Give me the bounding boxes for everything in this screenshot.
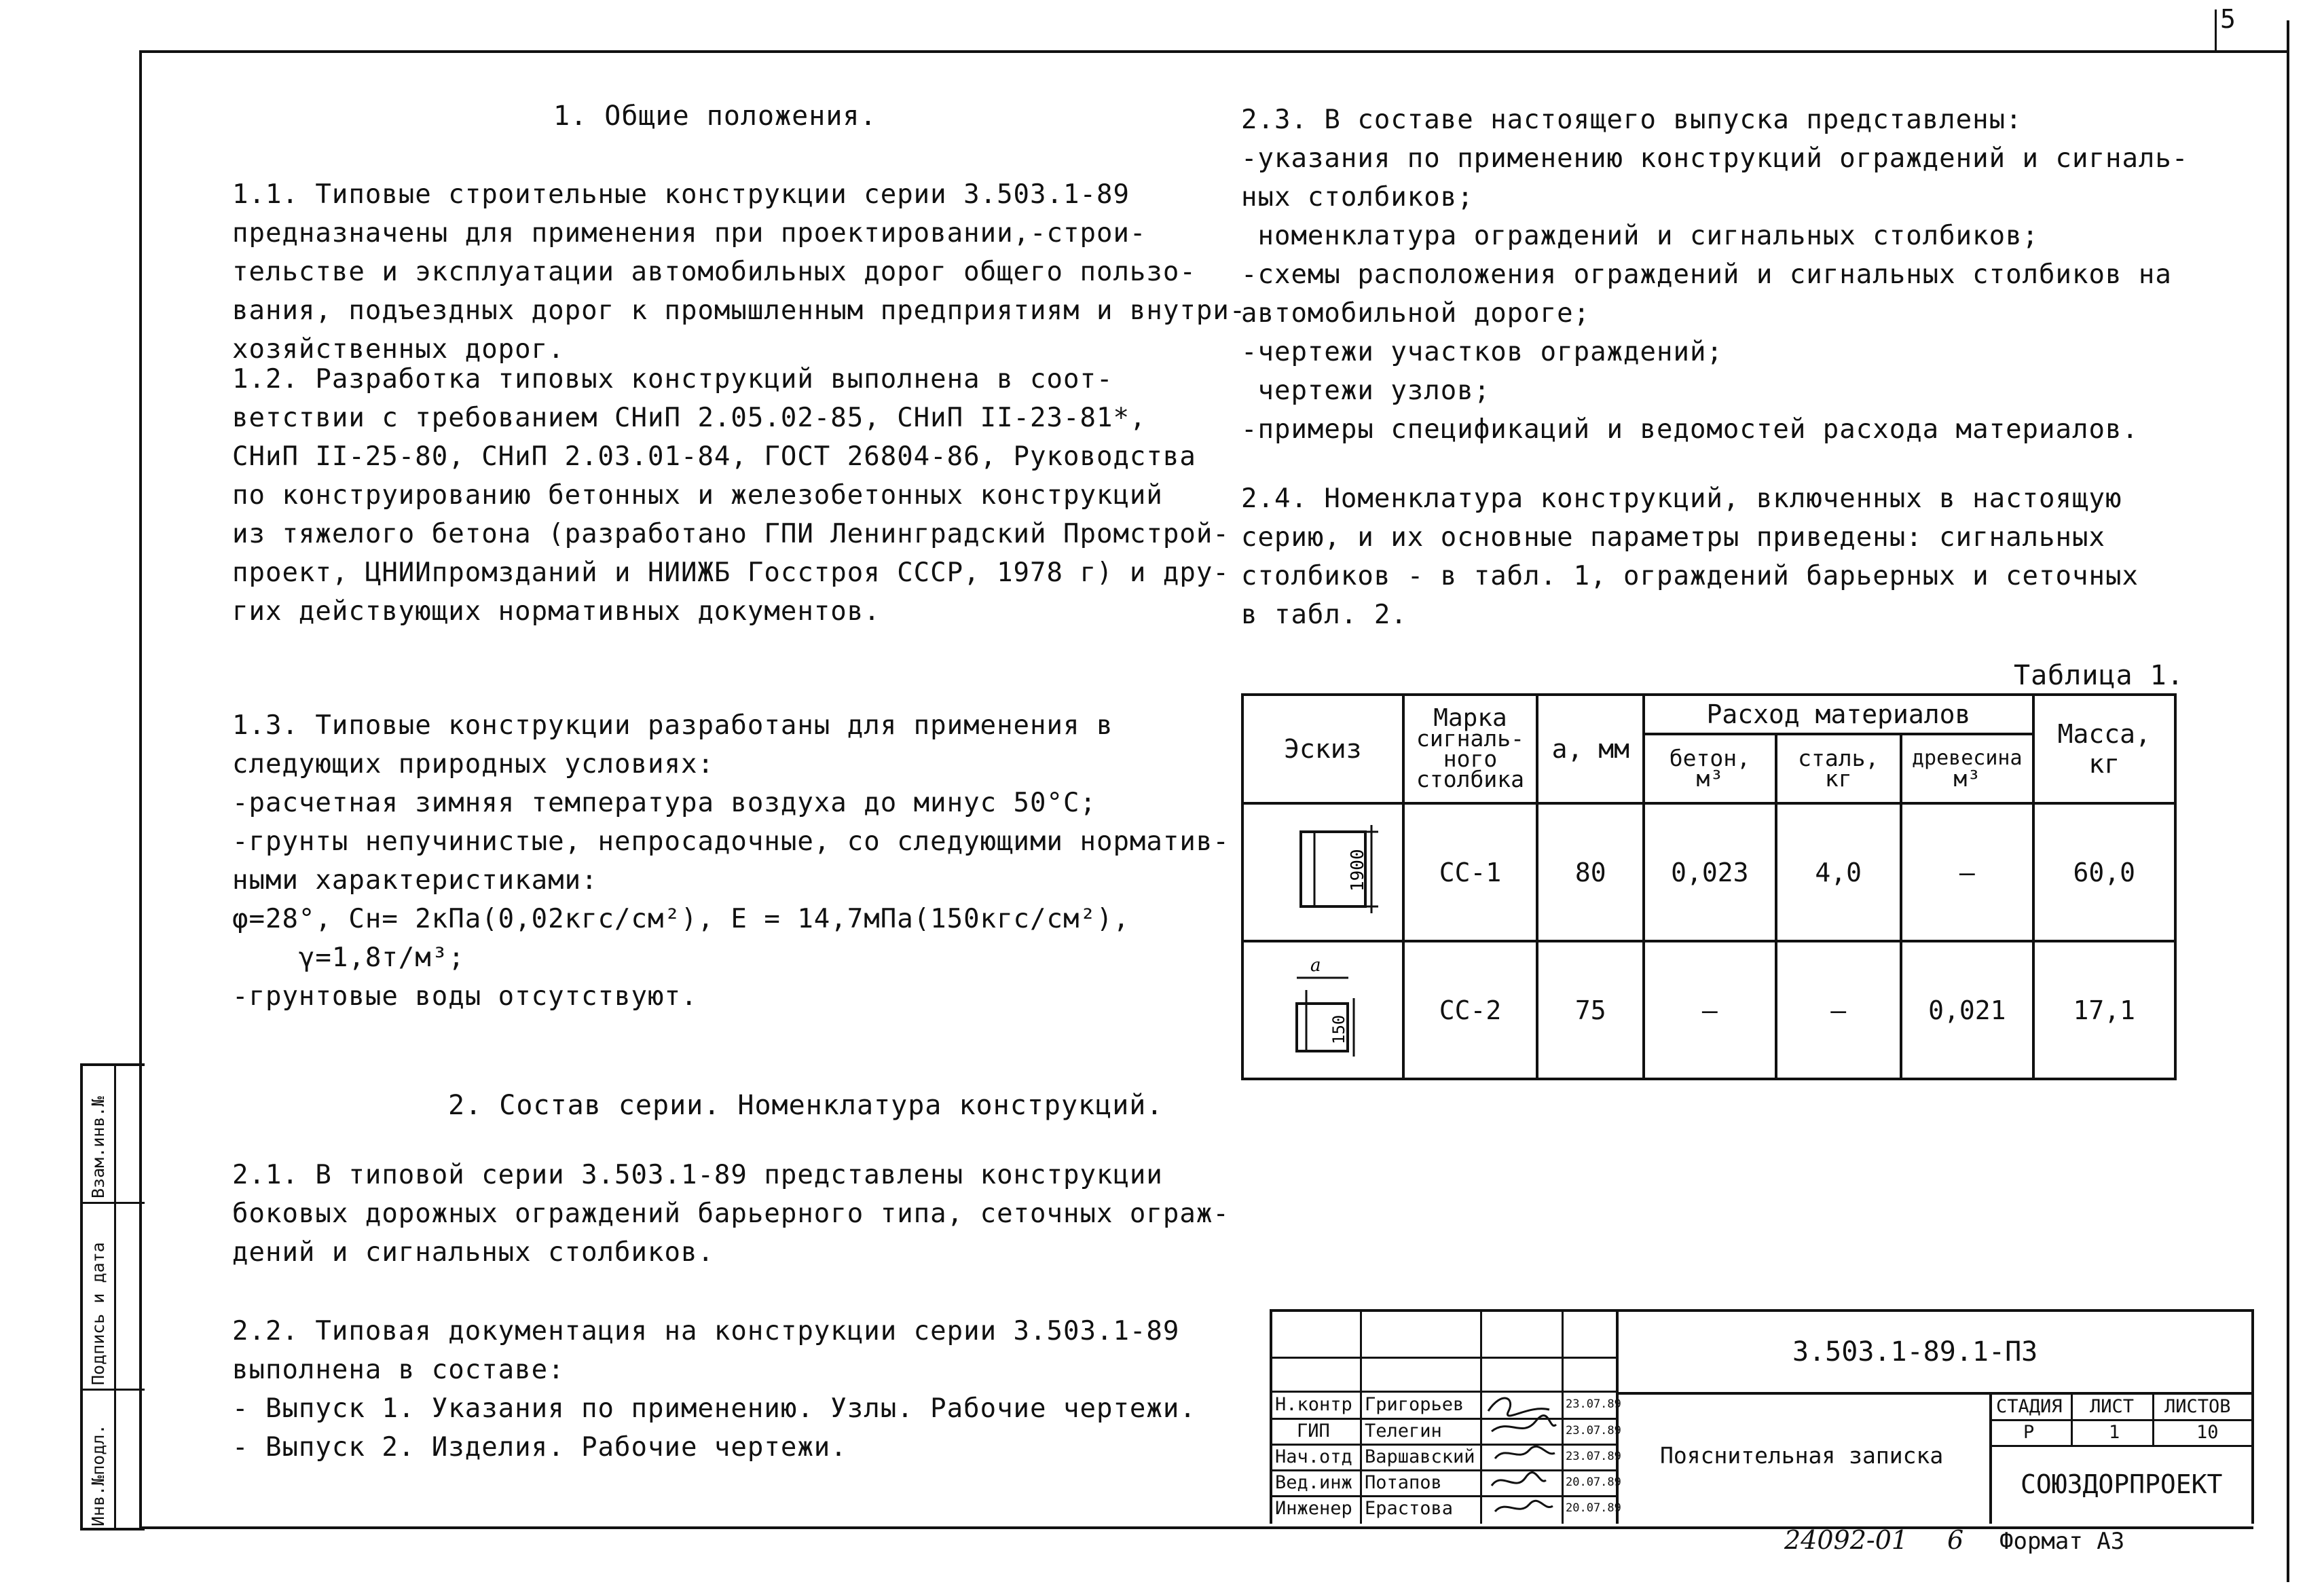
side-stamp-signature: Подпись и дата bbox=[88, 1242, 108, 1385]
stage-label: СТАДИЯ bbox=[1996, 1396, 2063, 1417]
sketch-cc2-dim-a: a bbox=[1310, 955, 1321, 976]
stage-value: Р bbox=[2023, 1422, 2035, 1443]
staff-role: Нач.отд bbox=[1275, 1446, 1352, 1467]
tb-line bbox=[1616, 1309, 1619, 1524]
side-stamp-replace: Взам.инв.№ bbox=[88, 1096, 108, 1198]
tb-line bbox=[1270, 1309, 2254, 1312]
header-wood-line1: древесина bbox=[1911, 746, 2023, 770]
header-concrete bbox=[1644, 734, 1775, 803]
paragraph-2-4: 2.4. Номенклатура конструкций, включенных в настоящую серию, и их основные параметры приведены: сигнальных столбиков - в табл. 1, ограждений барьерных и сеточных в табл. 2. bbox=[1241, 483, 2139, 630]
cell-a: 80 bbox=[1537, 803, 1644, 941]
side-stamp-line bbox=[83, 1389, 145, 1391]
tb-line bbox=[1989, 1445, 2254, 1447]
doc-title: Пояснительная записка bbox=[1660, 1442, 1944, 1469]
sketch-cc2 bbox=[1242, 941, 1403, 1079]
section1-heading: 1. Общие положения. bbox=[553, 100, 877, 132]
staff-role: Вед.инж bbox=[1275, 1472, 1352, 1493]
header-mass-line2: кг bbox=[2088, 749, 2120, 779]
side-stamp-line bbox=[83, 1202, 145, 1204]
header-consumption: Расход материалов bbox=[1644, 695, 2033, 734]
page-number-divider bbox=[2215, 10, 2217, 50]
header-sketch: Эскиз bbox=[1242, 695, 1403, 803]
frame-right-line bbox=[2287, 20, 2289, 1582]
cell-wood: — bbox=[1901, 803, 2033, 941]
organization: СОЮЗДОРПРОЕКТ bbox=[2021, 1469, 2223, 1499]
header-steel-line2: кг bbox=[1824, 765, 1852, 792]
tb-line bbox=[1360, 1309, 1362, 1524]
staff-date: 23.07.89 bbox=[1566, 1397, 1621, 1411]
paragraph-2-1: 2.1. В типовой серии 3.503.1-89 представлены конструкции боковых дорожных ограждений барьерного типа, сеточных ограж- дений и сигнальных столбиков. bbox=[232, 1160, 1230, 1268]
side-stamp-divider bbox=[114, 1066, 116, 1528]
sheet-label: ЛИСТ bbox=[2090, 1396, 2135, 1417]
cell-mark: СС-2 bbox=[1403, 941, 1538, 1079]
sketch-cc2-drawing bbox=[1255, 942, 1390, 1071]
table1-caption: Таблица 1. bbox=[2014, 660, 2184, 691]
tb-line bbox=[2071, 1392, 2073, 1446]
header-wood-line2: м³ bbox=[1953, 765, 1981, 792]
staff-name: Варшавский bbox=[1365, 1446, 1475, 1467]
tb-line bbox=[1270, 1357, 1617, 1359]
sketch-cc1-drawing bbox=[1255, 805, 1390, 934]
inventory-page: 6 bbox=[1947, 1525, 1964, 1555]
side-stamp-inv: Инв.№подл. bbox=[88, 1424, 108, 1526]
header-steel-line1: сталь, bbox=[1798, 745, 1879, 771]
header-mass bbox=[2033, 695, 2175, 803]
cell-steel: — bbox=[1776, 941, 1901, 1079]
header-mark-line3: ного bbox=[1443, 746, 1498, 772]
cell-mark: СС-1 bbox=[1403, 803, 1538, 941]
staff-name: Ерастова bbox=[1365, 1498, 1454, 1519]
tb-line bbox=[1270, 1495, 1617, 1497]
paragraph-1-3: 1.3. Типовые конструкции разработаны для применения в следующих природных условиях: -расчетная зимняя температура воздуха до минус 50°С; -грунты непучинистые, непросадочные, со следующими норматив- ными характеристиками: φ=28°, Сн= 2кПа(0,02кгс/см²), Е = 14,7мПа(150кгс/см²), γ=1,8т/м³; -грунтовые воды отсутствуют. bbox=[232, 710, 1230, 1012]
tb-line bbox=[1989, 1419, 2254, 1421]
staff-date: 23.07.89 bbox=[1566, 1450, 1621, 1463]
staff-role: ГИП bbox=[1297, 1420, 1330, 1442]
side-stamp bbox=[80, 1063, 145, 1530]
tb-line bbox=[1616, 1392, 2254, 1395]
paragraph-1-2: 1.2. Разработка типовых конструкций выполнена в соот- ветствии с требованием СНиП 2.05.02-85, СНиП II-23-81*, СНиП II-25-80, СНиП 2.03.01-84, ГОСТ 26804-86, Руководства по конструированию бетонных и железобетонных конструкций из тяжелого бетона (разработано ГПИ Ленинградский Промстрой- проект, ЦНИИпромзданий и НИИЖБ Госстроя СССР, 1978 г) и дру- гих действующих нормативных документов. bbox=[232, 364, 1230, 627]
staff-date: 20.07.89 bbox=[1566, 1475, 1621, 1489]
table-1 bbox=[1241, 693, 2177, 1080]
table-row bbox=[1242, 941, 2175, 1079]
format-label: Формат А3 bbox=[1999, 1528, 2125, 1555]
header-a: а, мм bbox=[1537, 695, 1644, 803]
sketch-cc1-dim: 1900 bbox=[1348, 849, 1369, 892]
title-block bbox=[1270, 1309, 2254, 1524]
staff-name: Григорьев bbox=[1365, 1394, 1464, 1415]
paragraph-2-2: 2.2. Типовая документация на конструкции серии 3.503.1-89 выполнена в составе: - Выпуск 1. Указания по применению. Узлы. Рабочие чертежи. - Выпуск 2. Изделия. Рабочие чертежи. bbox=[232, 1316, 1196, 1463]
tb-line bbox=[1270, 1309, 1272, 1524]
staff-role: Н.контр bbox=[1275, 1394, 1352, 1415]
sketch-cc2-dim: 150 bbox=[1329, 1014, 1349, 1044]
sheet-value: 1 bbox=[2109, 1422, 2120, 1443]
cell-steel: 4,0 bbox=[1776, 803, 1901, 941]
cell-wood: 0,021 bbox=[1901, 941, 2033, 1079]
tb-line bbox=[1562, 1309, 1564, 1524]
cell-mass: 17,1 bbox=[2033, 941, 2175, 1079]
inventory-number: 24092-01 bbox=[1784, 1525, 1908, 1555]
header-mark-line1: Марка bbox=[1433, 704, 1507, 732]
header-concrete-line2: м³ bbox=[1696, 765, 1724, 792]
staff-date: 20.07.89 bbox=[1566, 1501, 1621, 1515]
tb-line bbox=[1270, 1418, 1617, 1420]
paragraph-2-3: 2.3. В составе настоящего выпуска представлены: -указания по применению конструкций ограждений и сигналь- ных столбиков; номенклатура ограждений и сигнальных столбиков; -схемы расположения ограждений и сигнальных столбиков на автомобильной дороге; -чертежи участков ограждений; чертежи узлов; -примеры спецификаций и ведомостей расхода материалов. bbox=[1241, 105, 2189, 445]
header-concrete-line1: бетон, bbox=[1669, 745, 1750, 771]
tb-line bbox=[1270, 1444, 1617, 1446]
header-wood bbox=[1901, 734, 2033, 803]
tb-line bbox=[2251, 1309, 2254, 1524]
sketch-cc1 bbox=[1242, 803, 1403, 941]
cell-concrete: — bbox=[1644, 941, 1775, 1079]
doc-code: 3.503.1-89.1-ПЗ bbox=[1792, 1336, 2038, 1368]
staff-role: Инженер bbox=[1275, 1498, 1352, 1519]
header-mark-line4: столбика bbox=[1416, 766, 1524, 792]
paragraph-1-1: 1.1. Типовые строительные конструкции серии 3.503.1-89 предназначены для применения при проектировании,-строи- тельстве и эксплуатации автомобильных дорог общего пользо- вания, подъездных дорог к промышленным предприятиям и внутри- хозяйственных дорог. bbox=[232, 179, 1247, 365]
tb-line bbox=[1989, 1392, 1992, 1524]
header-mark bbox=[1403, 695, 1538, 803]
header-mass-line1: Масса, bbox=[2057, 719, 2151, 749]
staff-date: 23.07.89 bbox=[1566, 1424, 1621, 1437]
sheets-label: ЛИСТОВ bbox=[2164, 1396, 2231, 1417]
page-number: 5 bbox=[2220, 4, 2236, 34]
section2-heading: 2. Состав серии. Номенклатура конструкций. bbox=[448, 1090, 1164, 1121]
tb-line bbox=[1270, 1391, 1617, 1393]
cell-concrete: 0,023 bbox=[1644, 803, 1775, 941]
tb-line bbox=[2152, 1392, 2154, 1446]
signatures-drawing bbox=[1481, 1391, 1562, 1524]
cell-a: 75 bbox=[1537, 941, 1644, 1079]
cell-mass: 60,0 bbox=[2033, 803, 2175, 941]
header-mark-line2: сигналь- bbox=[1416, 725, 1524, 752]
staff-name: Потапов bbox=[1365, 1472, 1442, 1493]
sheets-value: 10 bbox=[2196, 1422, 2219, 1443]
header-steel bbox=[1776, 734, 1901, 803]
staff-name: Телегин bbox=[1365, 1420, 1442, 1442]
table-row bbox=[1242, 803, 2175, 941]
tb-line bbox=[1270, 1469, 1617, 1471]
